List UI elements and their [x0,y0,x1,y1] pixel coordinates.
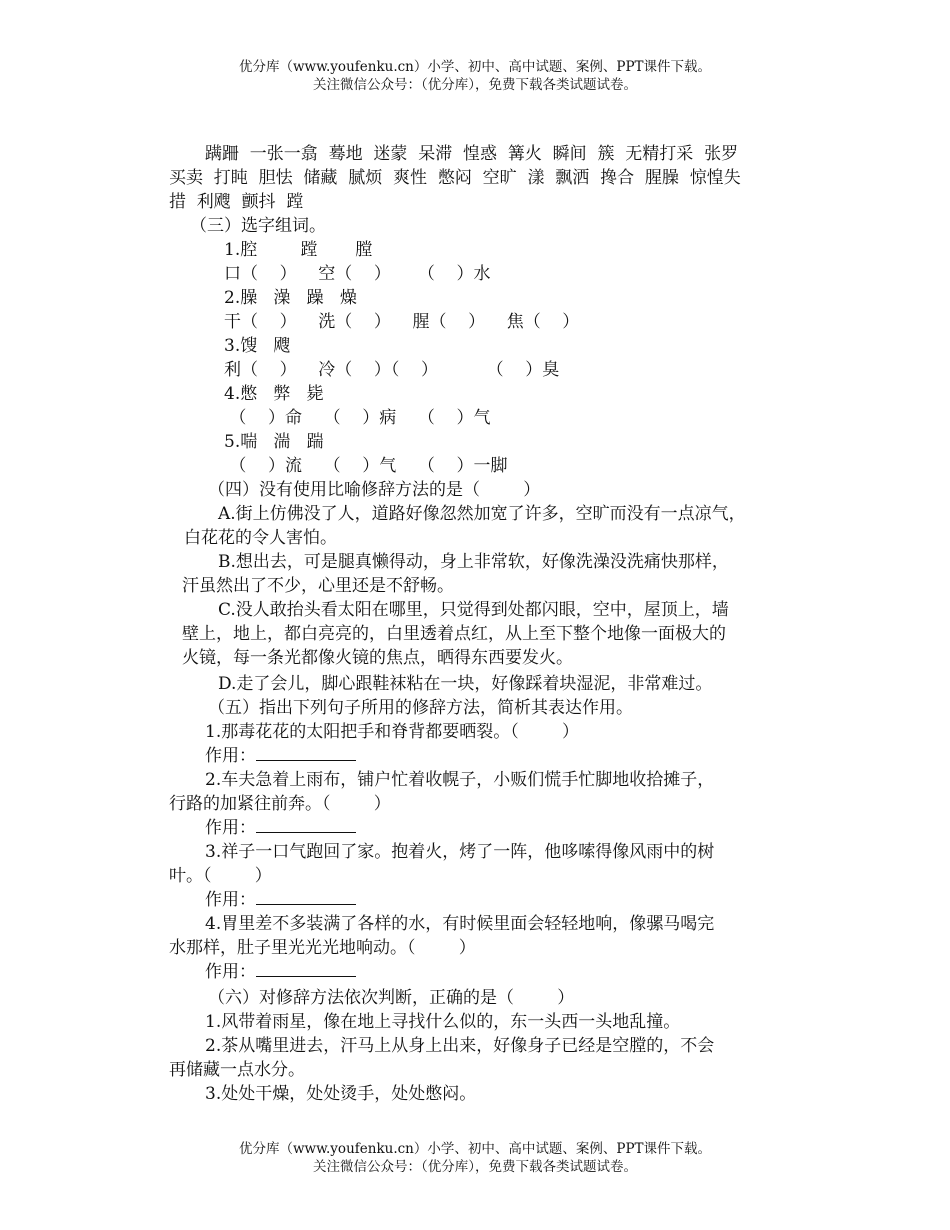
effect-label: 作用： [205,818,256,838]
s5-question-3-line-1: 3.祥子一口气跑回了家。抱着火，烤了一阵，他哆嗦得像风雨中的树 [205,842,715,862]
s3-item-2-blanks: 干（ ） 洗（ ） 腥（ ） 焦（ ） [224,312,580,332]
s4-option-a-line-2: 白花花的令人害怕。 [184,528,337,548]
s5-effect-2 [205,816,356,840]
header-line-2: 关注微信公众号：（优分库），免费下载各类试题试卷。 [313,77,637,93]
s4-option-c-line-2: 壁上，地上，都白亮亮的，白里透着点红，从上至下整个地像一面极大的 [182,624,726,644]
s3-item-3-blanks: 利（ ） 冷（ ）（ ） （ ）臭 [224,360,560,380]
s5-question-2-line-2: 行路的加紧往前奔。（ ） [169,794,391,814]
s4-option-c-line-1: C.没人敢抬头看太阳在哪里，只觉得到处都闪眼，空中，屋顶上，墙 [218,600,729,620]
footer-line-2: 关注微信公众号：（优分库），免费下载各类试题试卷。 [313,1159,637,1175]
header-line-1: 优分库（www.youfenku.cn）小学、初中、高中试题、案例、PPT课件下载。 [238,59,712,75]
s5-question-4-line-1: 4.胃里差不多装满了各样的水，有时候里面会轻轻地响，像骡马喝完 [205,914,715,934]
word-list-line-2: 买卖 打盹 胆怯 储藏 腻烦 爽性 憋闷 空旷 漾 飘洒 搀合 腥臊 惊惶失 [169,168,741,188]
s5-question-1: 1.那毒花花的太阳把手和脊背都要晒裂。（ ） [205,722,579,742]
page-footer [0,1140,950,1176]
s4-option-d: D.走了会儿，脚心跟鞋袜粘在一块，好像踩着块湿泥，非常难过。 [218,674,713,694]
s6-item-2-line-1: 2.茶从嘴里进去，汗马上从身上出来，好像身子已经是空膛的，不会 [205,1036,715,1056]
s3-item-5-blanks: （ ）流 （ ）气 （ ）一脚 [224,456,508,476]
word-list-line-1: 蹒跚 一张一翕 蓦地 迷蒙 呆滞 惶惑 篝火 瞬间 簇 无精打采 张罗 [205,144,739,164]
answer-blank[interactable] [256,960,356,977]
s5-effect-1 [205,744,356,768]
footer-line-1: 优分库（www.youfenku.cn）小学、初中、高中试题、案例、PPT课件下载。 [238,1141,712,1157]
effect-label: 作用： [205,962,256,982]
effect-label: 作用： [205,746,256,766]
effect-label: 作用： [205,890,256,910]
s6-item-3: 3.处处干燥，处处烫手，处处憋闷。 [205,1084,477,1104]
s5-effect-3 [205,888,356,912]
s3-item-2: 2.臊 澡 躁 燥 [224,288,357,308]
section-6-title: （六）对修辞方法依次判断，正确的是（ ） [208,988,575,1008]
s5-question-4-line-2: 水那样，肚子里光光光地响动。（ ） [169,938,476,958]
answer-blank[interactable] [256,816,356,833]
s5-question-2-line-1: 2.车夫急着上雨布，铺户忙着收幌子，小贩们慌手忙脚地收拾摊子， [205,770,715,790]
answer-blank[interactable] [256,888,356,905]
s4-option-a-line-1: A.街上仿佛没了人，道路好像忽然加宽了许多，空旷而没有一点凉气， [218,504,746,524]
s3-item-4-blanks: （ ）命 （ ）病 （ ）气 [224,408,491,428]
s3-item-3: 3.馊 飕 [224,336,291,356]
s5-question-3-line-2: 叶。（ ） [169,866,272,886]
s4-option-c-line-3: 火镜，每一条光都像火镜的焦点，晒得东西要发火。 [182,648,573,668]
s3-item-5: 5.喘 湍 踹 [224,432,324,452]
section-3-title: （三）选字组词。 [190,216,326,236]
answer-blank[interactable] [256,744,356,761]
s3-item-1: 1.腔 蹚 膛 [224,240,373,260]
page-header [0,58,950,94]
s3-item-1-blanks: 口（ ） 空（ ） （ ）水 [224,264,491,284]
section-5-title: （五）指出下列句子所用的修辞方法，简析其表达作用。 [208,698,633,718]
s4-option-b-line-2: 汗虽然出了不少，心里还是不舒畅。 [182,576,454,596]
s6-item-2-line-2: 再储藏一点水分。 [169,1060,305,1080]
s6-item-1: 1.风带着雨星，像在地上寻找什么似的，东一头西一头地乱撞。 [205,1012,681,1032]
word-list-line-3: 措 利飕 颤抖 蹚 [169,192,304,212]
s5-effect-4 [205,960,356,984]
s4-option-b-line-1: B.想出去，可是腿真懒得动，身上非常软，好像洗澡没洗痛快那样， [218,552,729,572]
section-4-title: （四）没有使用比喻修辞方法的是（ ） [208,480,541,500]
s3-item-4: 4.憋 弊 毙 [224,384,324,404]
